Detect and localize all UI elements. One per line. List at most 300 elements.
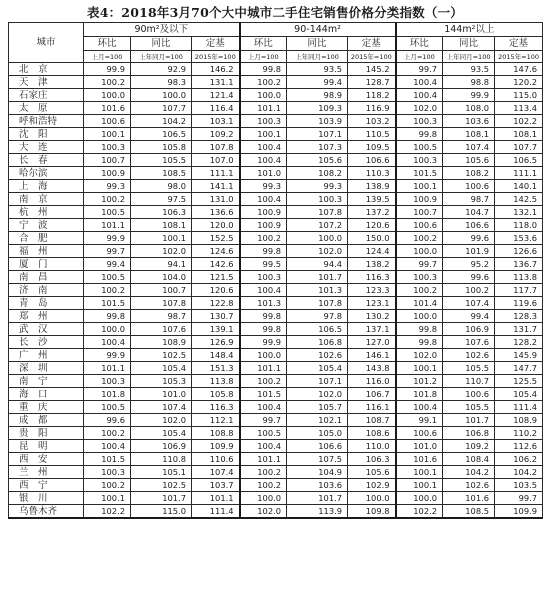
index-value: 94.1 — [131, 258, 192, 271]
table-row — [9, 115, 543, 128]
index-value: 100.5 — [396, 141, 443, 154]
index-value: 121.5 — [192, 271, 240, 284]
index-value: 110.5 — [348, 128, 396, 141]
index-value: 141.1 — [192, 180, 240, 193]
index-value: 109.9 — [192, 440, 240, 453]
index-value: 99.8 — [396, 323, 443, 336]
index-value: 99.9 — [84, 232, 131, 245]
index-value: 106.6 — [443, 219, 495, 232]
index-value: 100.0 — [84, 89, 131, 102]
index-value: 107.8 — [287, 297, 348, 310]
index-value: 130.7 — [192, 310, 240, 323]
index-value: 99.6 — [84, 414, 131, 427]
index-value: 111.1 — [495, 167, 543, 180]
index-value: 111.4 — [495, 401, 543, 414]
index-value: 138.2 — [348, 258, 396, 271]
index-value: 100.9 — [240, 219, 287, 232]
index-value: 101.1 — [240, 102, 287, 115]
index-value: 100.4 — [396, 89, 443, 102]
index-value: 130.2 — [348, 310, 396, 323]
sub-header-mom: 环比 — [240, 37, 287, 51]
index-value: 100.3 — [84, 375, 131, 388]
index-value: 139.5 — [348, 193, 396, 206]
index-value: 100.7 — [131, 284, 192, 297]
index-value: 100.7 — [396, 206, 443, 219]
index-value: 140.1 — [495, 180, 543, 193]
index-value: 106.2 — [495, 453, 543, 466]
index-value: 108.7 — [348, 414, 396, 427]
index-value: 110.6 — [192, 453, 240, 466]
index-value: 100.2 — [84, 76, 131, 89]
index-value: 105.6 — [287, 154, 348, 167]
index-value: 100.4 — [240, 284, 287, 297]
index-value: 106.3 — [131, 206, 192, 219]
index-value: 100.7 — [84, 154, 131, 167]
index-value: 109.2 — [192, 128, 240, 141]
index-value: 145.9 — [495, 349, 543, 362]
index-value: 97.5 — [131, 193, 192, 206]
sub-header-yoy: 同比 — [287, 37, 348, 51]
index-value: 106.7 — [348, 388, 396, 401]
index-value: 116.1 — [348, 401, 396, 414]
table-row — [9, 154, 543, 167]
index-value: 99.7 — [495, 492, 543, 505]
city-name: 厦 门 — [9, 258, 84, 271]
base-header-mom: 上月=100 — [396, 51, 443, 63]
index-value: 100.1 — [396, 479, 443, 492]
index-value: 112.6 — [495, 440, 543, 453]
index-value: 99.9 — [240, 336, 287, 349]
index-value: 100.2 — [396, 284, 443, 297]
base-header-mom: 上月=100 — [240, 51, 287, 63]
index-value: 99.6 — [443, 232, 495, 245]
index-value: 99.3 — [287, 180, 348, 193]
index-value: 99.1 — [396, 414, 443, 427]
index-value: 100.0 — [396, 310, 443, 323]
index-value: 105.3 — [131, 375, 192, 388]
index-value: 110.8 — [131, 453, 192, 466]
base-header-yoy: 上年同月=100 — [287, 51, 348, 63]
city-name: 重 庆 — [9, 401, 84, 414]
index-value: 110.0 — [348, 440, 396, 453]
base-header-yoy: 上年同月=100 — [443, 51, 495, 63]
index-value: 100.2 — [240, 76, 287, 89]
table-row — [9, 245, 543, 258]
city-name: 上 海 — [9, 180, 84, 193]
index-value: 101.7 — [131, 492, 192, 505]
index-value: 108.5 — [131, 167, 192, 180]
index-value: 100.4 — [240, 440, 287, 453]
table-row — [9, 310, 543, 323]
index-value: 107.6 — [443, 336, 495, 349]
index-value: 100.0 — [240, 89, 287, 102]
index-value: 101.2 — [396, 375, 443, 388]
index-value: 109.5 — [348, 141, 396, 154]
table-row — [9, 388, 543, 401]
city-name: 西 安 — [9, 453, 84, 466]
index-value: 105.0 — [287, 427, 348, 440]
table-row — [9, 401, 543, 414]
index-value: 101.9 — [443, 245, 495, 258]
index-value: 99.6 — [443, 271, 495, 284]
index-value: 101.7 — [287, 492, 348, 505]
index-value: 100.6 — [396, 219, 443, 232]
index-value: 148.4 — [192, 349, 240, 362]
index-value: 100.2 — [396, 232, 443, 245]
index-value: 101.1 — [84, 219, 131, 232]
index-value: 100.2 — [443, 284, 495, 297]
index-value: 105.5 — [443, 401, 495, 414]
index-value: 100.1 — [131, 232, 192, 245]
index-value: 100.3 — [396, 154, 443, 167]
index-value: 107.3 — [287, 141, 348, 154]
table-row — [9, 453, 543, 466]
city-name: 济 南 — [9, 284, 84, 297]
index-value: 152.5 — [192, 232, 240, 245]
index-value: 116.3 — [348, 271, 396, 284]
index-value: 99.4 — [84, 258, 131, 271]
index-value: 120.6 — [192, 284, 240, 297]
city-name: 呼和浩特 — [9, 115, 84, 128]
index-value: 101.0 — [396, 440, 443, 453]
index-value: 136.7 — [495, 258, 543, 271]
city-name: 兰 州 — [9, 466, 84, 479]
sub-header-mom: 环比 — [396, 37, 443, 51]
index-value: 118.0 — [495, 219, 543, 232]
index-value: 100.4 — [240, 193, 287, 206]
index-value: 108.9 — [131, 336, 192, 349]
sub-header-row — [9, 37, 543, 51]
index-value: 103.1 — [192, 115, 240, 128]
index-value: 101.0 — [240, 167, 287, 180]
index-value: 107.4 — [443, 297, 495, 310]
index-value: 104.2 — [443, 466, 495, 479]
city-name: 合 肥 — [9, 232, 84, 245]
city-name: 深 圳 — [9, 362, 84, 375]
index-value: 120.6 — [348, 219, 396, 232]
index-value: 100.2 — [240, 479, 287, 492]
index-value: 100.0 — [348, 492, 396, 505]
index-value: 107.8 — [192, 141, 240, 154]
index-value: 116.0 — [348, 375, 396, 388]
index-value: 105.4 — [131, 427, 192, 440]
index-value: 106.3 — [348, 453, 396, 466]
table-row — [9, 271, 543, 284]
index-value: 124.4 — [348, 245, 396, 258]
table-row — [9, 89, 543, 102]
index-value: 108.8 — [192, 427, 240, 440]
table-row — [9, 102, 543, 115]
index-value: 102.0 — [396, 102, 443, 115]
table-row — [9, 284, 543, 297]
index-value: 102.5 — [131, 479, 192, 492]
index-value: 97.8 — [287, 310, 348, 323]
table-row — [9, 232, 543, 245]
group-header-large: 144m²以上 — [396, 23, 543, 37]
index-value: 99.7 — [240, 414, 287, 427]
index-value: 100.2 — [240, 375, 287, 388]
index-value: 116.4 — [192, 102, 240, 115]
index-value: 100.3 — [240, 115, 287, 128]
index-value: 105.5 — [131, 154, 192, 167]
index-value: 103.9 — [287, 115, 348, 128]
index-value: 103.7 — [192, 479, 240, 492]
table-row — [9, 375, 543, 388]
index-value: 102.0 — [396, 349, 443, 362]
index-value: 102.0 — [131, 414, 192, 427]
index-value: 132.1 — [495, 206, 543, 219]
index-value: 102.9 — [348, 479, 396, 492]
index-value: 108.2 — [287, 167, 348, 180]
index-value: 102.6 — [443, 349, 495, 362]
table-row — [9, 141, 543, 154]
index-value: 102.2 — [396, 505, 443, 519]
index-value: 100.1 — [396, 466, 443, 479]
city-name: 昆 明 — [9, 440, 84, 453]
index-value: 138.9 — [348, 180, 396, 193]
index-value: 113.8 — [495, 271, 543, 284]
index-value: 99.9 — [443, 89, 495, 102]
sub-header-yoy: 同比 — [443, 37, 495, 51]
index-value: 92.9 — [131, 63, 192, 76]
index-value: 101.1 — [240, 453, 287, 466]
index-value: 100.0 — [84, 323, 131, 336]
index-value: 108.1 — [131, 219, 192, 232]
index-value: 147.7 — [495, 362, 543, 375]
index-value: 110.3 — [348, 167, 396, 180]
index-value: 108.1 — [495, 128, 543, 141]
index-value: 106.9 — [131, 440, 192, 453]
city-name: 乌鲁木齐 — [9, 505, 84, 519]
index-value: 105.8 — [192, 388, 240, 401]
city-name: 宁 波 — [9, 219, 84, 232]
index-value: 113.4 — [495, 102, 543, 115]
table-row — [9, 297, 543, 310]
table-row — [9, 206, 543, 219]
index-value: 100.0 — [396, 492, 443, 505]
index-value: 101.3 — [240, 297, 287, 310]
table-body — [9, 63, 543, 519]
index-value: 100.6 — [84, 115, 131, 128]
index-value: 100.9 — [396, 193, 443, 206]
index-value: 106.5 — [131, 128, 192, 141]
group-header-medium: 90-144m² — [240, 23, 396, 37]
index-value: 106.5 — [495, 154, 543, 167]
table-row — [9, 479, 543, 492]
index-value: 101.5 — [84, 453, 131, 466]
index-value: 108.4 — [443, 453, 495, 466]
index-value: 102.0 — [287, 388, 348, 401]
index-value: 108.2 — [443, 167, 495, 180]
city-name: 南 京 — [9, 193, 84, 206]
index-value: 100.9 — [240, 206, 287, 219]
price-index-table — [8, 22, 543, 519]
sub-header-mom: 环比 — [84, 37, 131, 51]
index-value: 106.6 — [348, 154, 396, 167]
index-value: 100.4 — [240, 141, 287, 154]
index-value: 107.1 — [287, 375, 348, 388]
index-value: 101.4 — [396, 297, 443, 310]
index-value: 100.2 — [240, 466, 287, 479]
index-value: 115.0 — [131, 505, 192, 519]
index-value: 99.8 — [240, 245, 287, 258]
index-value: 142.6 — [192, 258, 240, 271]
table-row — [9, 167, 543, 180]
index-value: 107.0 — [192, 154, 240, 167]
index-value: 105.8 — [131, 141, 192, 154]
index-value: 99.8 — [396, 128, 443, 141]
index-value: 102.0 — [240, 505, 287, 519]
index-value: 100.3 — [287, 193, 348, 206]
index-value: 104.2 — [131, 115, 192, 128]
index-value: 102.0 — [131, 245, 192, 258]
index-value: 100.4 — [396, 76, 443, 89]
index-value: 100.3 — [240, 271, 287, 284]
index-value: 100.6 — [396, 427, 443, 440]
group-header-small: 90m²及以下 — [84, 23, 240, 37]
city-name: 海 口 — [9, 388, 84, 401]
index-value: 101.6 — [84, 102, 131, 115]
index-value: 104.9 — [287, 466, 348, 479]
index-value: 98.3 — [131, 76, 192, 89]
index-value: 99.7 — [396, 258, 443, 271]
city-name: 福 州 — [9, 245, 84, 258]
sub-header-fixed: 定基 — [192, 37, 240, 51]
index-value: 107.7 — [131, 102, 192, 115]
index-value: 105.4 — [287, 362, 348, 375]
index-value: 100.5 — [84, 401, 131, 414]
index-value: 106.8 — [287, 336, 348, 349]
index-value: 105.4 — [131, 362, 192, 375]
table-row — [9, 63, 543, 76]
index-value: 120.2 — [495, 76, 543, 89]
index-value: 100.0 — [240, 492, 287, 505]
index-value: 99.8 — [396, 336, 443, 349]
index-value: 139.1 — [192, 323, 240, 336]
group-header-row — [9, 23, 543, 37]
index-value: 101.7 — [443, 414, 495, 427]
index-value: 101.1 — [192, 492, 240, 505]
city-name: 青 岛 — [9, 297, 84, 310]
table-row — [9, 180, 543, 193]
index-value: 103.2 — [348, 115, 396, 128]
city-column-header: 城市 — [9, 23, 84, 63]
index-value: 120.0 — [192, 219, 240, 232]
index-value: 99.8 — [84, 310, 131, 323]
index-value: 98.8 — [443, 76, 495, 89]
index-value: 108.5 — [443, 505, 495, 519]
index-value: 104.2 — [495, 466, 543, 479]
index-value: 101.6 — [396, 453, 443, 466]
index-value: 107.1 — [287, 128, 348, 141]
city-name: 杭 州 — [9, 206, 84, 219]
index-value: 99.8 — [240, 63, 287, 76]
city-name: 南 宁 — [9, 375, 84, 388]
index-value: 100.0 — [287, 232, 348, 245]
index-value: 146.2 — [192, 63, 240, 76]
table-row — [9, 219, 543, 232]
index-value: 101.5 — [396, 167, 443, 180]
city-name: 银 川 — [9, 492, 84, 505]
index-value: 99.7 — [396, 63, 443, 76]
table-row — [9, 466, 543, 479]
index-value: 107.6 — [131, 323, 192, 336]
index-value: 106.6 — [287, 440, 348, 453]
index-value: 113.8 — [192, 375, 240, 388]
city-name: 长 沙 — [9, 336, 84, 349]
index-value: 102.6 — [443, 479, 495, 492]
index-value: 108.9 — [495, 414, 543, 427]
index-value: 100.2 — [84, 193, 131, 206]
base-header-fixed: 2015年=100 — [495, 51, 543, 63]
index-value: 131.7 — [495, 323, 543, 336]
city-name: 太 原 — [9, 102, 84, 115]
index-value: 151.3 — [192, 362, 240, 375]
index-value: 107.8 — [131, 297, 192, 310]
index-value: 119.6 — [495, 297, 543, 310]
base-header-fixed: 2015年=100 — [192, 51, 240, 63]
index-value: 100.3 — [84, 141, 131, 154]
index-value: 99.3 — [240, 180, 287, 193]
index-value: 107.4 — [443, 141, 495, 154]
index-value: 145.2 — [348, 63, 396, 76]
index-value: 102.0 — [287, 245, 348, 258]
index-value: 118.2 — [348, 89, 396, 102]
index-value: 101.6 — [443, 492, 495, 505]
index-value: 126.9 — [192, 336, 240, 349]
index-value: 101.5 — [84, 297, 131, 310]
index-value: 142.5 — [495, 193, 543, 206]
index-value: 100.1 — [84, 128, 131, 141]
index-value: 94.4 — [287, 258, 348, 271]
table-row — [9, 349, 543, 362]
index-value: 107.8 — [287, 206, 348, 219]
index-value: 100.1 — [396, 362, 443, 375]
city-name: 长 春 — [9, 154, 84, 167]
index-value: 98.7 — [131, 310, 192, 323]
index-value: 101.8 — [396, 388, 443, 401]
index-value: 150.0 — [348, 232, 396, 245]
index-value: 99.7 — [84, 245, 131, 258]
table-row — [9, 505, 543, 519]
index-value: 110.2 — [495, 427, 543, 440]
table-row — [9, 258, 543, 271]
index-value: 107.2 — [287, 219, 348, 232]
index-value: 107.4 — [131, 401, 192, 414]
index-value: 108.6 — [348, 427, 396, 440]
index-value: 100.2 — [84, 284, 131, 297]
table-row — [9, 492, 543, 505]
index-value: 99.8 — [240, 310, 287, 323]
index-value: 100.9 — [84, 167, 131, 180]
index-value: 95.2 — [443, 258, 495, 271]
index-value: 93.5 — [287, 63, 348, 76]
index-value: 125.5 — [495, 375, 543, 388]
index-value: 102.2 — [495, 115, 543, 128]
index-value: 109.2 — [443, 440, 495, 453]
index-value: 107.7 — [495, 141, 543, 154]
base-header-yoy: 上年同月=100 — [131, 51, 192, 63]
index-value: 99.5 — [240, 258, 287, 271]
index-value: 100.0 — [396, 245, 443, 258]
index-value: 101.8 — [84, 388, 131, 401]
index-value: 117.7 — [495, 284, 543, 297]
index-value: 100.2 — [84, 427, 131, 440]
index-value: 102.6 — [287, 349, 348, 362]
index-value: 105.7 — [287, 401, 348, 414]
index-value: 108.0 — [443, 102, 495, 115]
city-name: 石家庄 — [9, 89, 84, 102]
